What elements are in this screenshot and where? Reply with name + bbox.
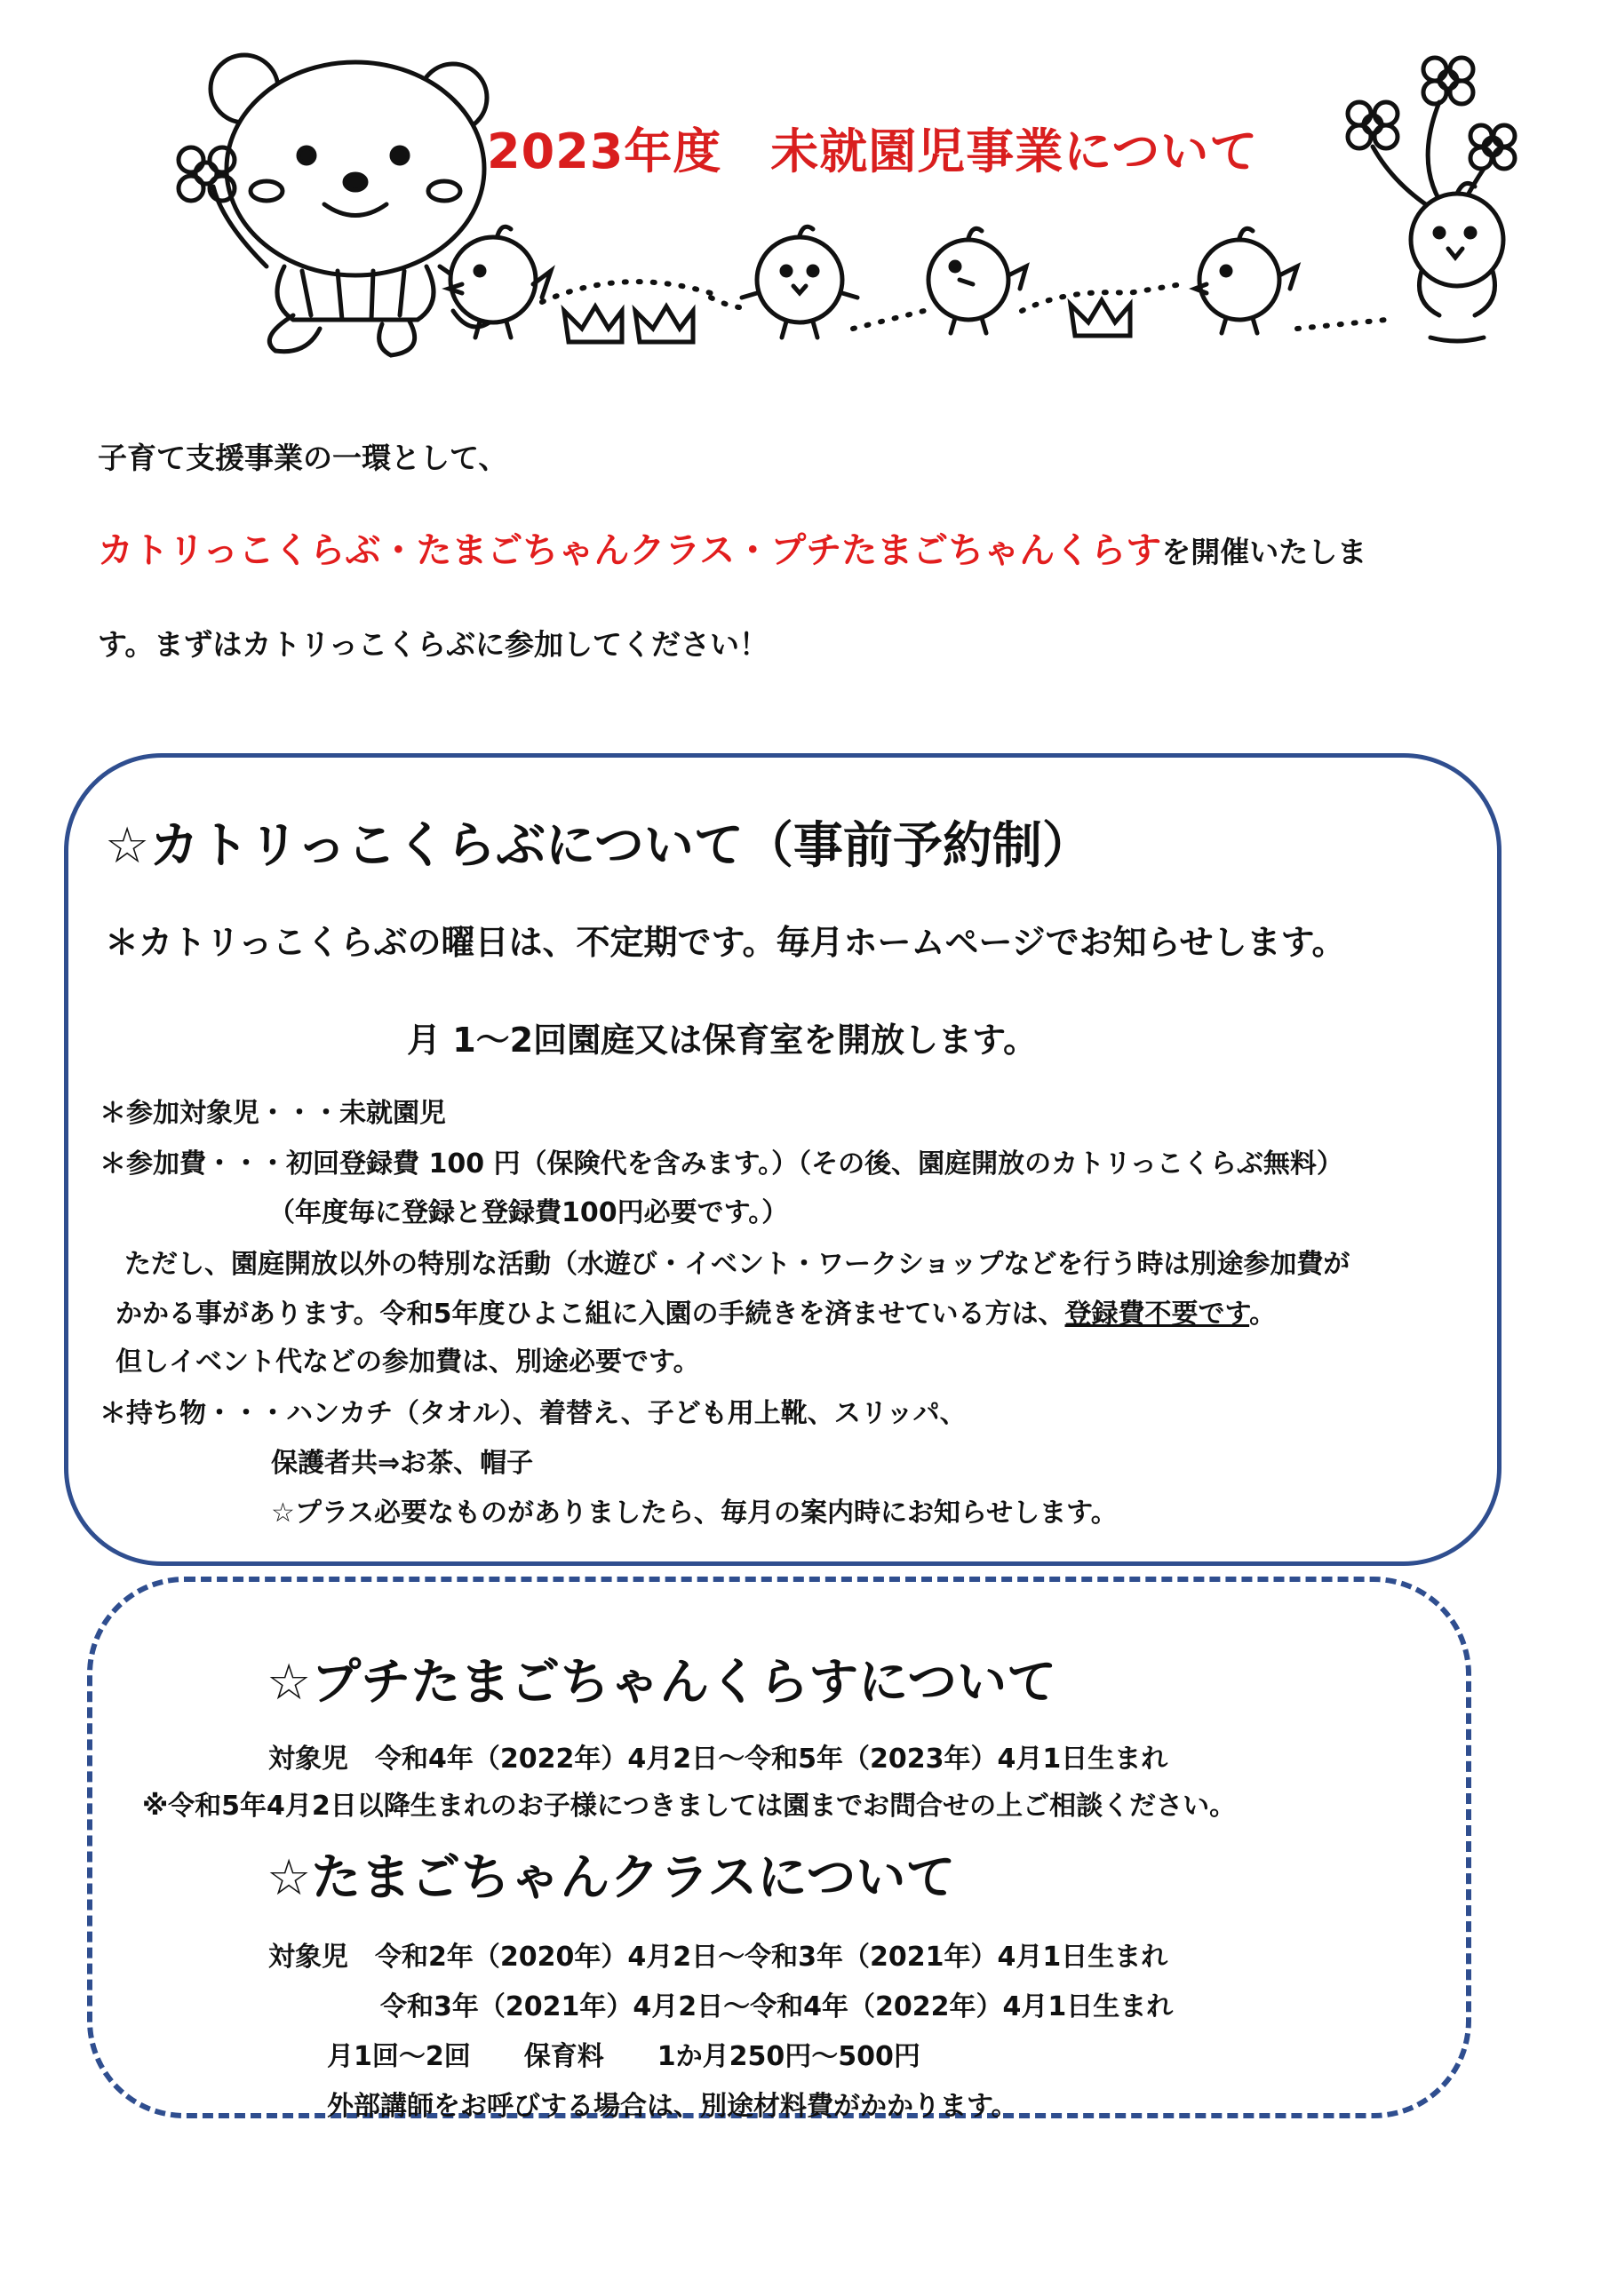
page-title: 2023年度 未就園児事業について <box>487 123 1259 179</box>
chick-icon <box>928 228 1026 333</box>
club-frequency: 月 1～2回園庭又は保育室を開放します。 <box>407 1021 1038 1060</box>
chick-icon <box>742 226 857 338</box>
club-special-2: かかる事があります。令和5年度ひよこ組に入園の手続きを済ませている方は、登録費不要です。 <box>116 1299 1277 1330</box>
intro-line-2-rest: を開催いたしま <box>1161 535 1367 569</box>
club-fee: ＊参加費・・・初回登録費 100 円（保険代を含みます。）（その後、園庭開放のカトリっこくらぶ無料） <box>100 1148 1343 1180</box>
header-illustration <box>0 0 1617 373</box>
tamago-target-2: 令和3年（2021年）4月2日～令和4年（2022年）4月1日生まれ <box>380 1991 1174 2022</box>
club-heading: ☆カトリっこくらぶについて（事前予約制） <box>105 817 1092 875</box>
petit-note: ※令和5年4月2日以降生まれのお子様につきましては園までお問合せの上ご相談ください。 <box>142 1791 1237 1822</box>
tamago-note: 外部講師をお呼びする場合は、別途材料費がかかります。 <box>327 2091 1018 2122</box>
bear-icon <box>211 55 493 355</box>
club-items-3: ☆プラス必要なものがありましたら、毎月の案内時にお知らせします。 <box>271 1498 1118 1529</box>
club-special-3: 但しイベント代などの参加費は、別途必要です。 <box>116 1347 700 1378</box>
intro-line-1: 子育て支援事業の一環として、 <box>98 441 508 475</box>
flower-icon <box>1348 58 1515 218</box>
crown-icon <box>564 300 1130 342</box>
club-items-1: ＊持ち物・・・ハンカチ（タオル）、着替え、子ども用上靴、スリッパ、 <box>100 1398 967 1429</box>
tamago-heading: ☆たまごちゃんクラスについて <box>267 1849 956 1907</box>
intro-line-2 <box>98 522 1366 573</box>
club-special-1: ただし、園庭開放以外の特別な活動（水遊び・イベント・ワークショップなどを行う時は別途参加費が <box>124 1249 1350 1280</box>
club-items-2: 保護者共⇒お茶、帽子 <box>271 1448 534 1479</box>
intro-line-3: す。まずはカトリっこくらぶに参加してください！ <box>98 627 769 662</box>
club-target: ＊参加対象児・・・未就園児 <box>100 1098 446 1129</box>
chick-icon <box>1195 228 1297 333</box>
program-names: カトリっこくらぶ・たまごちゃんクラス・プチたまごちゃんくらす <box>98 530 1162 571</box>
registration-free-note: 登録費不要です <box>1064 1299 1250 1330</box>
chick-icon <box>1411 183 1503 341</box>
club-schedule-note: ＊カトリっこくらぶの曜日は、不定期です。毎月ホームページでお知らせします。 <box>105 923 1346 962</box>
tamago-target-1: 対象児 令和2年（2020年）4月2日～令和3年（2021年）4月1日生まれ <box>268 1942 1168 1973</box>
club-fee-note: （年度毎に登録と登録費100円必要です。） <box>268 1197 789 1228</box>
petit-target: 対象児 令和4年（2022年）4月2日～令和5年（2023年）4月1日生まれ <box>268 1744 1168 1775</box>
petit-heading: ☆プチたまごちゃんくらすについて <box>267 1654 1057 1712</box>
tamago-fee: 月1回～2回 保育料 1か月250円～500円 <box>327 2041 920 2072</box>
